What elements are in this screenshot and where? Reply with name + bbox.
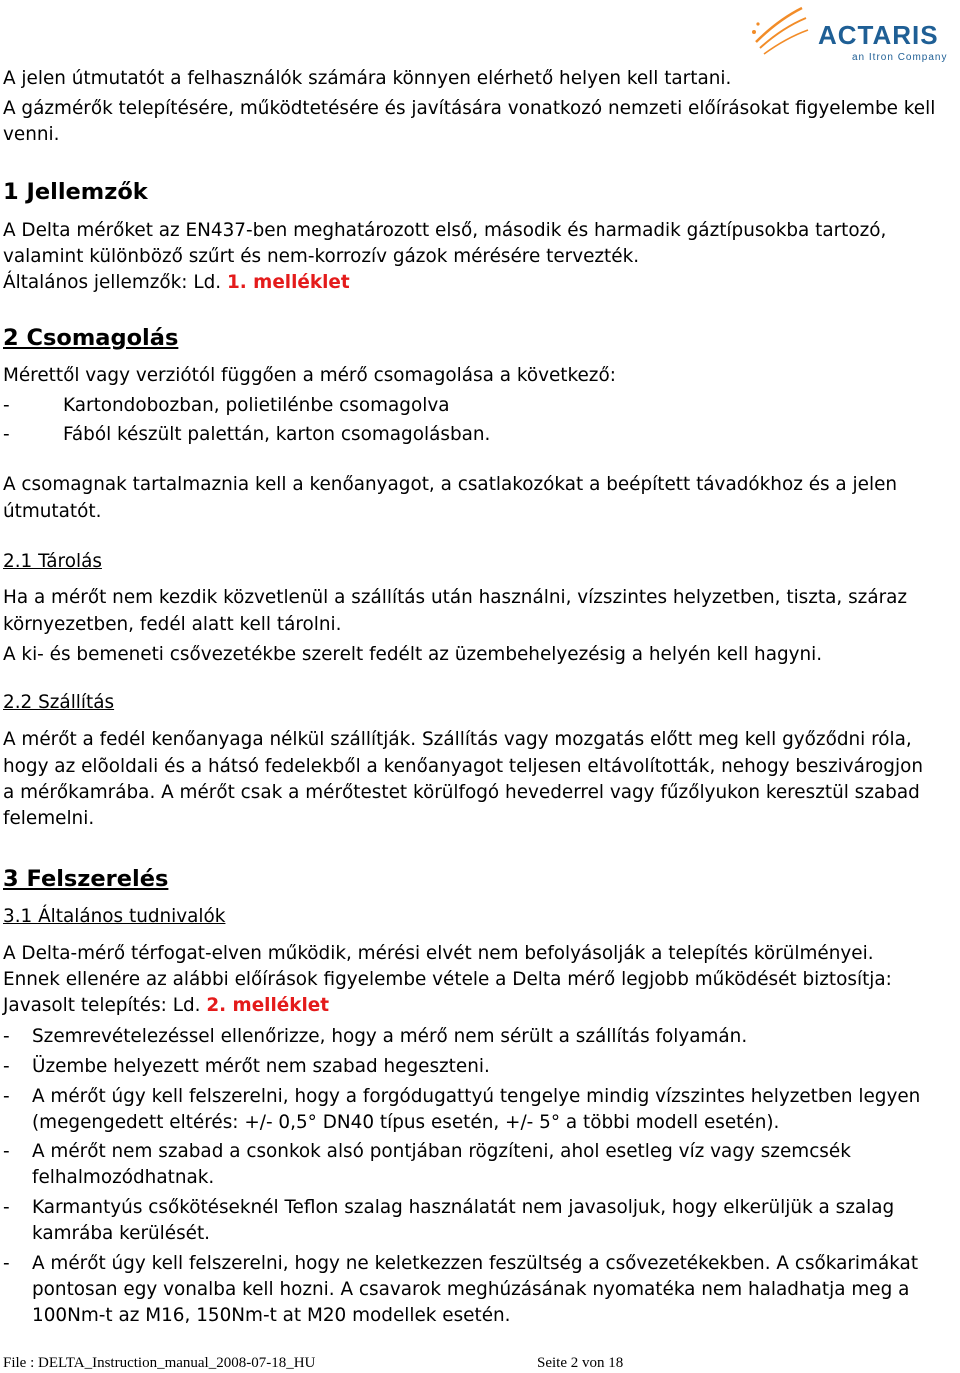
s31-line-1: A Delta-mérő térfogat-elven működik, mérési elvét nem befolyásolják a telepítés körülményei. xyxy=(3,943,874,964)
intro-line-2: A gázmérők telepítésére, működtetésére és javítására vonatkozó nemzeti előírásokat figyelembe kell xyxy=(3,98,936,119)
s31-item-6-line-3: 100Nm-t az M16, 150Nm-t at M20 modellek esetén. xyxy=(32,1305,511,1326)
s2-line-1: Mérettől vagy verziótól függően a mérő csomagolása a következő: xyxy=(3,365,616,386)
s21-line-2: környezetben, fedél alatt kell tárolni. xyxy=(3,614,342,635)
list-bullet: - xyxy=(3,1026,10,1047)
annex-1-link[interactable]: 1. melléklet xyxy=(226,272,350,293)
s31-line-2: Ennek ellenére az alábbi előírások figyelembe vétele a Delta mérő legjobb működését biztosítja: xyxy=(3,969,892,990)
heading-felszereles: 3 Felszerelés xyxy=(3,866,169,892)
list-bullet: - xyxy=(3,1141,10,1162)
s22-line-4: felemelni. xyxy=(3,808,95,829)
intro-line-1: A jelen útmutatót a felhasználók számára könnyen elérhető helyen kell tartani. xyxy=(3,68,732,89)
s1-line-1: A Delta mérőket az EN437-ben meghatározott első, második és harmadik gáztípusokba tartozó, xyxy=(3,220,887,241)
actaris-logo xyxy=(748,2,960,66)
s31-item-3-line-1: A mérőt úgy kell felszerelni, hogy a forgódugattyú tengelye mindig vízszintes helyzetben legyen xyxy=(32,1086,921,1107)
s22-line-3: a mérőkamrába. A mérőt csak a mérőtestet körülfogó hevederrel vagy fűzőlyukon keresztül szabad xyxy=(3,782,920,803)
s31-item-5-line-2: kamrába kerülését. xyxy=(32,1223,211,1244)
footer-page-number: Seite 2 von 18 xyxy=(537,1355,624,1371)
s22-line-2: hogy az elõoldali és a hátsó fedelekből a kenőanyagot teljesen eltávolították, nehogy beszivárogjon xyxy=(3,756,923,777)
s1-ref-prefix: Általános jellemzők: Ld. xyxy=(3,272,222,293)
heading-szallitas: 2.2 Szállítás xyxy=(3,692,115,713)
list-bullet: - xyxy=(3,1086,10,1107)
intro-line-3: venni. xyxy=(3,124,60,145)
s1-line-2: valamint különböző szűrt és nem-korrozív gázok mérésére tervezték. xyxy=(3,246,640,267)
s2-para-line-1: A csomagnak tartalmaznia kell a kenőanyagot, a csatlakozókat a beépített távadókhoz és a jelen xyxy=(3,474,898,495)
s31-item-4-line-1: A mérőt nem szabad a csonkok alsó pontjában rögzíteni, ahol esetleg víz vagy szemcsék xyxy=(32,1141,851,1162)
annex-2-link[interactable]: 2. melléklet xyxy=(206,995,330,1016)
s2-para-line-2: útmutatót. xyxy=(3,501,102,522)
list-bullet: - xyxy=(3,1056,10,1077)
s21-line-1: Ha a mérőt nem kezdik közvetlenül a szállítás után használni, vízszintes helyzetben, tiszta, száraz xyxy=(3,587,908,608)
heading-altalanos-tudnivalok: 3.1 Általános tudnivalók xyxy=(3,906,226,927)
list-bullet: - xyxy=(3,424,10,445)
s1-line-3 xyxy=(3,270,350,296)
s2-item-1: Kartondobozban, polietilénbe csomagolva xyxy=(63,395,450,416)
list-bullet: - xyxy=(3,1253,10,1274)
s31-item-4-line-2: felhalmozódhatnak. xyxy=(32,1167,215,1188)
logo-swoosh-icon xyxy=(752,8,808,54)
s21-line-3: A ki- és bemeneti csővezetékbe szerelt fedélt az üzembehelyezésig a helyén kell hagyni. xyxy=(3,644,823,665)
s31-line-3 xyxy=(3,993,329,1019)
s31-ref-prefix: Javasolt telepítés: Ld. xyxy=(3,995,201,1016)
list-bullet: - xyxy=(3,395,10,416)
s31-item-1-line-1: Szemrevételezéssel ellenőrizze, hogy a mérő nem sérült a szállítás folyamán. xyxy=(32,1026,748,1047)
logo-tagline: an Itron Company xyxy=(852,52,948,63)
s31-item-2-line-1: Üzembe helyezett mérőt nem szabad hegeszteni. xyxy=(32,1056,490,1077)
s2-item-2: Fából készült palettán, karton csomagolásban. xyxy=(63,424,491,445)
s31-item-6-line-2: pontosan egy vonalba kell hozni. A csavarok meghúzásának nyomatéka nem haladhatja meg a xyxy=(32,1279,910,1300)
footer-file-name: File : DELTA_Instruction_manual_2008-07-18_HU xyxy=(3,1355,316,1371)
s31-item-3-line-2: (megengedett eltérés: +/- 0,5° DN40 típus esetén, +/- 5° a többi modell esetén). xyxy=(32,1112,780,1133)
heading-jellemzok: 1 Jellemzők xyxy=(3,179,148,205)
s31-item-5-line-1: Karmantyús csőkötéseknél Teflon szalag használatát nem javasoljuk, hogy elkerüljük a szalag xyxy=(32,1197,895,1218)
heading-csomagolas: 2 Csomagolás xyxy=(3,325,179,351)
s31-item-6-line-1: A mérőt úgy kell felszerelni, hogy ne keletkezzen feszültség a csővezetékekben. A csőkarimákat xyxy=(32,1253,919,1274)
s22-line-1: A mérőt a fedél kenőanyaga nélkül szállítják. Szállítás vagy mozgatás előtt meg kell győződni róla, xyxy=(3,729,912,750)
list-bullet: - xyxy=(3,1197,10,1218)
heading-tarolas: 2.1 Tárolás xyxy=(3,551,102,572)
logo-wordmark: ACTARIS xyxy=(818,20,939,50)
